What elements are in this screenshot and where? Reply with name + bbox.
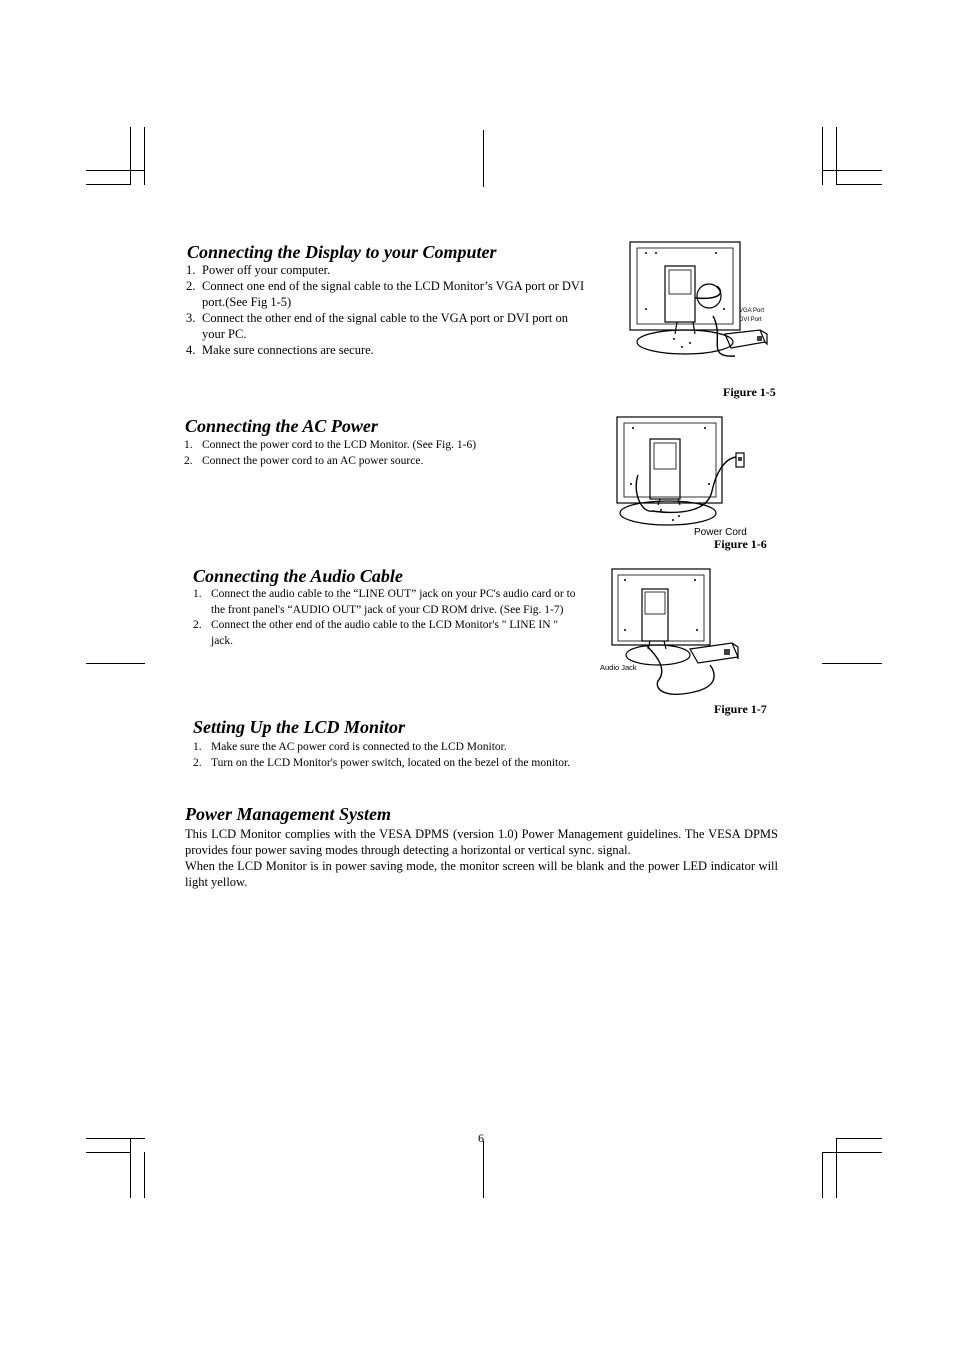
ac-steps-list [184,438,594,469]
audio-jack-label: Audio Jack [600,663,637,672]
figure-1-6-illustration [612,413,772,541]
list-item: 1. Connect the audio cable to the “LINE OUT” jack on your PC's audio card or to the front panel's “AUDIO OUT” jack of your CD ROM drive. (See Fig. 1-7) [193,588,576,616]
section-title-ac-power: Connecting the AC Power [185,416,378,436]
figure-1-5-caption: Figure 1-5 [723,385,776,399]
list-item: 1. Power off your computer. [186,263,331,277]
dvi-port-label: DVI Port [739,317,762,323]
figure-1-7-illustration [598,565,754,701]
list-item: 4. Make sure connections are secure. [186,343,374,357]
list-item: 2. Connect one end of the signal cable to the LCD Monitor’s VGA port or DVI port.(See Fig 1-5) [186,279,585,309]
list-item: 2. Connect the other end of the audio cable to the LCD Monitor's " LINE IN " jack. [193,619,559,647]
power-management-paragraph-2: When the LCD Monitor is in power saving mode, the monitor screen will be blank and the power LED indicator will light yellow. [185,859,778,889]
section-title-display: Connecting the Display to your Computer [187,242,497,262]
section-title-setup: Setting Up the LCD Monitor [193,717,406,737]
list-item: 3. Connect the other end of the signal cable to the VGA port or DVI port on your PC. [186,311,569,341]
audio-steps-list [193,587,578,649]
power-cord-label: Power Cord [694,527,747,538]
figure-1-5-illustration [625,238,775,373]
list-item: 1. Make sure the AC power cord is connected to the LCD Monitor. [193,741,507,753]
figure-1-6-caption: Figure 1-6 [714,537,767,551]
display-steps-list [186,262,592,358]
list-item: 2. Connect the power cord to an AC power source. [184,454,424,467]
list-item: 2. Turn on the LCD Monitor's power switch, located on the bezel of the monitor. [193,756,571,769]
section-title-power-management: Power Management System [185,804,391,824]
figure-1-7-caption: Figure 1-7 [714,702,767,716]
setup-steps-list [193,740,753,771]
power-management-paragraph-1: This LCD Monitor complies with the VESA DPMS (version 1.0) Power Management guidelines. The VESA DPMS provides four power saving modes through detecting a horizontal or vertical sync. signal. [185,827,778,857]
page-number: 6 [478,1131,484,1145]
list-item: 1. Connect the power cord to the LCD Monitor. (See Fig. 1-6) [184,439,477,451]
section-title-audio: Connecting the Audio Cable [193,566,403,586]
vga-port-label: VGA Port [739,308,765,314]
